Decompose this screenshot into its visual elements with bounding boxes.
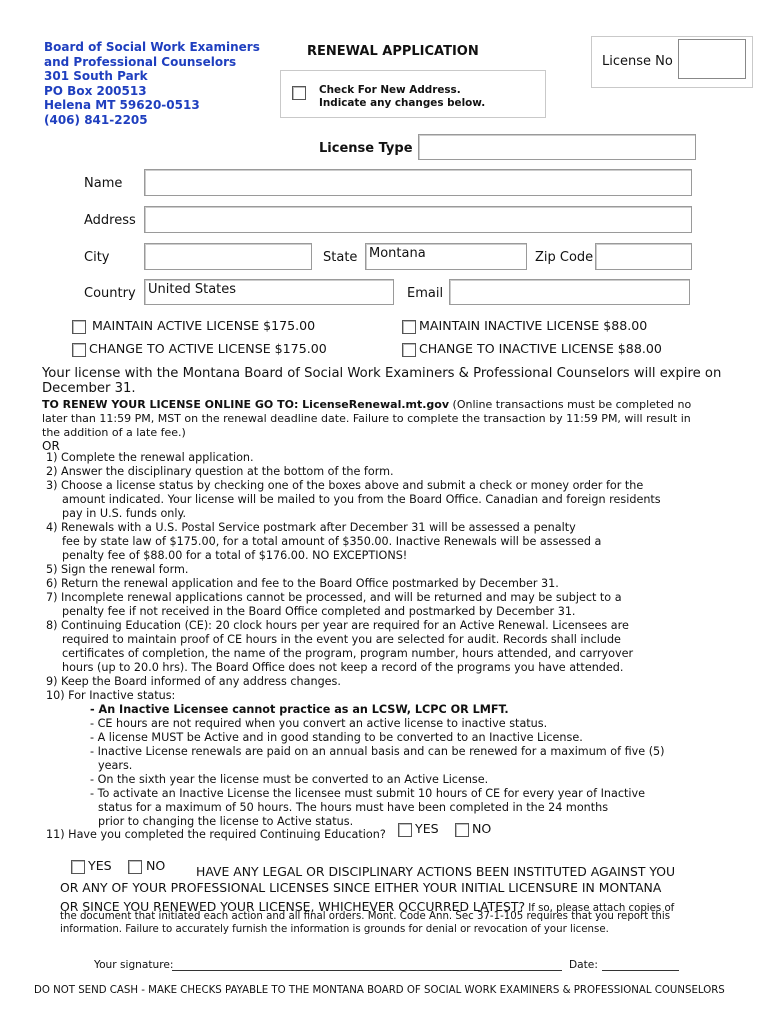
list-item: penalty fee if not received in the Board Office completed and postmarked by December 31. <box>62 605 576 618</box>
date-line[interactable] <box>602 970 679 971</box>
online-renewal-text <box>42 398 742 440</box>
maintain-active-label: MAINTAIN ACTIVE LICENSE $175.00 <box>92 318 316 333</box>
maintain-inactive-checkbox[interactable] <box>402 320 416 334</box>
online-renewal-line2: later than 11:59 PM, MST on the renewal deadline date. Failure to complete the transaction by 11:59 PM, will result in <box>42 412 691 425</box>
legal-question-line5: information. Failure to accurately furnish the information is grounds for denial or revocation of your license. <box>60 924 609 935</box>
list-item: prior to changing the license to Active status. <box>98 815 354 828</box>
signature-line[interactable] <box>172 970 562 971</box>
state-label: State <box>323 250 358 265</box>
list-item: 5) Sign the renewal form. <box>46 563 189 576</box>
instructions-list <box>46 451 665 829</box>
country-label: Country <box>84 286 136 301</box>
country-field[interactable]: United States <box>144 279 394 305</box>
address-label: Address <box>84 213 136 228</box>
city-label: City <box>84 250 110 265</box>
list-item: pay in U.S. funds only. <box>62 507 187 520</box>
list-item: 10) For Inactive status: <box>46 689 176 702</box>
change-active-checkbox[interactable] <box>72 343 86 357</box>
legal-question-line4: the document that initiated each action and all final orders. Mont. Code Ann. Sec 37-1-105 requires that you report this <box>60 911 671 922</box>
board-pobox: PO Box 200513 <box>44 83 147 98</box>
form-title: RENEWAL APPLICATION <box>307 44 479 59</box>
name-label: Name <box>84 176 123 191</box>
date-label: Date: <box>569 959 598 971</box>
legal-question-line1: HAVE ANY LEGAL OR DISCIPLINARY ACTIONS BEEN INSTITUTED AGAINST YOU <box>196 864 676 879</box>
change-inactive-checkbox[interactable] <box>402 343 416 357</box>
zip-field[interactable] <box>595 243 692 270</box>
or-separator: OR <box>42 439 60 453</box>
zip-label: Zip Code <box>535 250 594 265</box>
list-item: penalty fee of $88.00 for a total of $176.00. NO EXCEPTIONS! <box>62 549 408 562</box>
list-item: hours (up to 20.0 hrs). The Board Office does not keep a record of the programs you have attended. <box>62 661 624 674</box>
list-item: amount indicated. Your license will be mailed to you from the Board Office. Canadian and foreign residents <box>62 493 661 506</box>
list-item: 8) Continuing Education (CE): 20 clock hours per year are required for an Active Renewal. Licensees are <box>46 619 629 632</box>
legal-no-checkbox[interactable] <box>128 860 142 874</box>
board-street: 301 South Park <box>44 69 148 84</box>
list-item: 4) Renewals with a U.S. Postal Service postmark after December 31 will be assessed a penalty <box>46 521 576 534</box>
legal-question-line3-main: OR SINCE YOU RENEWED YOUR LICENSE, WHICHEVER OCCURRED LATEST? <box>60 899 526 914</box>
address-field[interactable] <box>144 206 692 233</box>
address-change-line2: Indicate any changes below. <box>319 97 486 109</box>
license-no-field[interactable] <box>678 39 746 79</box>
name-field[interactable] <box>144 169 692 196</box>
list-item: - An Inactive Licensee cannot practice as an LCSW, LCPC OR LMFT. <box>90 703 509 716</box>
list-item: 9) Keep the Board informed of any address changes. <box>46 675 341 688</box>
ce-question: 11) Have you completed the required Continuing Education? <box>46 828 386 841</box>
legal-question-attach: If so, please attach copies of <box>525 903 675 914</box>
change-active-label: CHANGE TO ACTIVE LICENSE $175.00 <box>89 341 327 356</box>
board-name-line1: Board of Social Work Examiners <box>44 40 260 54</box>
address-change-text <box>319 84 485 110</box>
list-item: status for a maximum of 50 hours. The hours must have been completed in the 24 months <box>98 801 609 814</box>
license-type-label: License Type <box>319 141 413 156</box>
ce-yes-checkbox[interactable] <box>398 823 412 837</box>
new-address-checkbox[interactable] <box>292 86 306 100</box>
ce-no-checkbox[interactable] <box>455 823 469 837</box>
maintain-active-checkbox[interactable] <box>72 320 86 334</box>
city-field[interactable] <box>144 243 312 270</box>
address-change-line1: Check For New Address. <box>319 84 461 96</box>
list-item: - Inactive License renewals are paid on an annual basis and can be renewed for a maximum of five (5) <box>90 745 665 758</box>
ce-yes-label: YES <box>415 821 439 836</box>
list-item: 3) Choose a license status by checking one of the boxes above and submit a check or money order for the <box>46 479 644 492</box>
legal-yes-checkbox[interactable] <box>71 860 85 874</box>
list-item: 7) Incomplete renewal applications cannot be processed, and will be returned and may be subject to a <box>46 591 622 604</box>
legal-yes-label: YES <box>88 858 112 873</box>
board-phone: (406) 841-2205 <box>44 112 148 127</box>
online-renewal-note: (Online transactions must be completed no <box>449 398 692 411</box>
list-item: 6) Return the renewal application and fee to the Board Office postmarked by December 31. <box>46 577 559 590</box>
board-name-line2: and Professional Counselors <box>44 54 237 69</box>
list-item: certificates of completion, the name of the program, program number, hours attended, and carryover <box>62 647 634 660</box>
list-item: fee by state law of $175.00, for a total amount of $350.00. Inactive Renewals will be assessed a <box>62 535 602 548</box>
online-renewal-line3: the addition of a late fee.) <box>42 426 186 439</box>
list-item: - CE hours are not required when you convert an active license to inactive status. <box>90 717 548 730</box>
legal-question-line2: OR ANY OF YOUR PROFESSIONAL LICENSES SINCE EITHER YOUR INITIAL LICENSURE IN MONTANA <box>60 880 662 895</box>
footer-notice: DO NOT SEND CASH - MAKE CHECKS PAYABLE TO THE MONTANA BOARD OF SOCIAL WORK EXAMINERS & PROFESSIONAL COUNSELORS <box>34 985 725 996</box>
board-city: Helena MT 59620-0513 <box>44 98 200 113</box>
expire-notice: Your license with the Montana Board of Social Work Examiners & Professional Counselors will expire on December 31. <box>42 366 722 396</box>
list-item: years. <box>98 759 133 772</box>
license-no-label: License No <box>602 54 673 69</box>
email-label: Email <box>407 286 444 301</box>
ce-no-label: NO <box>472 821 492 836</box>
list-item: - A license MUST be Active and in good standing to be converted to an Inactive License. <box>90 731 583 744</box>
maintain-inactive-label: MAINTAIN INACTIVE LICENSE $88.00 <box>419 318 648 333</box>
board-address <box>44 40 260 128</box>
email-field[interactable] <box>449 279 690 305</box>
list-item: - To activate an Inactive License the licensee must submit 10 hours of CE for every year of Inactive <box>90 787 645 800</box>
online-renewal-heading: TO RENEW YOUR LICENSE ONLINE GO TO: LicenseRenewal.mt.gov <box>42 398 450 411</box>
list-item: 2) Answer the disciplinary question at the bottom of the form. <box>46 465 394 478</box>
legal-no-label: NO <box>146 858 166 873</box>
list-item: - On the sixth year the license must be converted to an Active License. <box>90 773 489 786</box>
state-field[interactable]: Montana <box>365 243 527 270</box>
change-inactive-label: CHANGE TO INACTIVE LICENSE $88.00 <box>419 341 662 356</box>
license-type-field[interactable] <box>418 134 696 160</box>
signature-label: Your signature: <box>94 959 174 971</box>
list-item: required to maintain proof of CE hours in the event you are selected for audit. Records shall include <box>62 633 621 646</box>
list-item: 1) Complete the renewal application. <box>46 451 254 464</box>
